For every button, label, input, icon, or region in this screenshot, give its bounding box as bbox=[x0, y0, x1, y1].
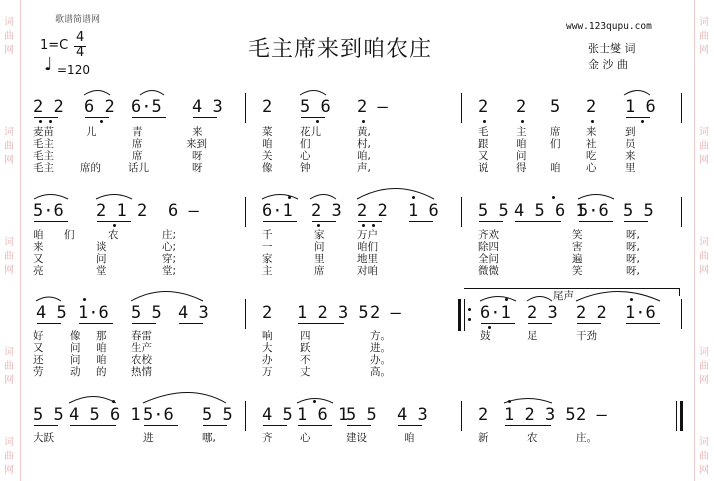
lyric: 儿 bbox=[86, 126, 97, 138]
lyric: 里 bbox=[314, 253, 325, 265]
right-border bbox=[694, 0, 695, 481]
lyric: 还 bbox=[33, 354, 44, 366]
lyric: 进。 bbox=[370, 342, 391, 354]
lyric: 席的 bbox=[80, 162, 101, 174]
lyric: 生产 bbox=[131, 342, 152, 354]
beam-line bbox=[85, 117, 109, 118]
quarter-note-icon: ♩ bbox=[44, 54, 53, 75]
beam-line bbox=[409, 221, 433, 222]
lyric: 农 bbox=[527, 432, 538, 444]
lyric: 笑 bbox=[572, 229, 583, 241]
note-group: 1 6 1 bbox=[297, 405, 349, 425]
slur-arc bbox=[624, 91, 650, 96]
lyric: 响 bbox=[262, 330, 273, 342]
lyric: 万 bbox=[262, 366, 273, 378]
beam-line bbox=[301, 117, 325, 118]
note-group: 1 2 3 5 bbox=[297, 303, 369, 323]
note-group: 4 5 6 1 bbox=[514, 201, 586, 221]
note-group: 4 5 bbox=[36, 303, 67, 323]
beam-line bbox=[179, 323, 203, 324]
lyric: 除四 bbox=[478, 241, 499, 253]
bar-line bbox=[245, 299, 246, 329]
lyric: 万户 bbox=[357, 229, 378, 241]
lyric: 主 bbox=[516, 126, 527, 138]
lyric: 的 bbox=[96, 366, 107, 378]
lyric: 热情 bbox=[131, 366, 152, 378]
lyric: 咱 bbox=[96, 354, 107, 366]
slur-arc bbox=[262, 195, 298, 200]
lyric: 高。 bbox=[370, 366, 391, 378]
lyric: 问 bbox=[96, 253, 107, 265]
lyric: 来 bbox=[625, 150, 636, 162]
slur-arc bbox=[34, 195, 68, 200]
lyric: 办。 bbox=[370, 354, 391, 366]
note-group: 6 2 bbox=[84, 97, 115, 117]
beam-line bbox=[132, 323, 156, 324]
lyric: 呀 bbox=[192, 162, 203, 174]
bar-line bbox=[245, 93, 246, 123]
lyric: 对咱 bbox=[357, 265, 378, 277]
note-group: 5·6 bbox=[578, 201, 609, 221]
lyric: 跃 bbox=[300, 342, 311, 354]
beam-line bbox=[97, 221, 131, 222]
octave-dot bbox=[49, 120, 52, 123]
note-group: 5·6 bbox=[143, 405, 174, 425]
note-group: 2 2 bbox=[357, 201, 388, 221]
beam-line bbox=[577, 323, 601, 324]
note-group: 5 bbox=[550, 97, 561, 117]
lyric: 花儿 bbox=[300, 126, 321, 138]
lyric: 们 bbox=[300, 138, 311, 150]
right-watermark-3: 词 曲 网 bbox=[699, 237, 709, 276]
octave-dot bbox=[508, 400, 511, 403]
beam-line bbox=[70, 425, 116, 426]
lyric: 大跃 bbox=[33, 432, 54, 444]
lyric: 麦苗 bbox=[33, 126, 54, 138]
slur-arc bbox=[357, 189, 434, 200]
final-bar-thick bbox=[680, 401, 683, 431]
slur-arc bbox=[96, 195, 132, 200]
octave-dot bbox=[630, 298, 633, 301]
lyric: 社 bbox=[586, 138, 597, 150]
beam-line bbox=[528, 323, 552, 324]
note-group: 2 1 2 bbox=[96, 201, 148, 221]
note-group: 2 3 bbox=[311, 201, 342, 221]
lyric: 庄。 bbox=[576, 432, 597, 444]
right-watermark-2: 词 曲 网 bbox=[699, 127, 709, 166]
lyric: 们 bbox=[550, 138, 561, 150]
note-group: 6 – bbox=[168, 201, 199, 221]
lyric: 来 bbox=[586, 126, 597, 138]
lyric: 齐 bbox=[262, 432, 273, 444]
lyric: 员 bbox=[625, 138, 636, 150]
note-group: 6·5 bbox=[131, 97, 162, 117]
repeat-bar-thick bbox=[458, 299, 461, 331]
note-group: 1 6 bbox=[408, 201, 439, 221]
lyric: 一 bbox=[262, 241, 273, 253]
coda-bracket-line bbox=[464, 288, 680, 289]
lyric: 毛 bbox=[478, 126, 489, 138]
note-group: 2 3 bbox=[527, 303, 558, 323]
lyric: 们 bbox=[64, 229, 75, 241]
octave-dot bbox=[316, 120, 319, 123]
lyric: 又 bbox=[33, 342, 44, 354]
lyric: 堂; bbox=[162, 265, 177, 277]
beam-line bbox=[505, 425, 551, 426]
lyric: 方。 bbox=[370, 330, 391, 342]
lyric: 钟 bbox=[300, 162, 311, 174]
note-group: 2 2 bbox=[576, 303, 607, 323]
lyric: 堂 bbox=[96, 265, 107, 277]
lyric: 呀, bbox=[626, 253, 640, 265]
lyric: 席 bbox=[314, 265, 325, 277]
note-group: 5 5 bbox=[202, 405, 233, 425]
beam-line bbox=[263, 221, 297, 222]
lyric: 黄, bbox=[357, 126, 371, 138]
lyric: 咱 bbox=[33, 229, 44, 241]
octave-dot bbox=[412, 196, 415, 199]
lyric: 菜 bbox=[262, 126, 273, 138]
octave-dot bbox=[288, 196, 291, 199]
note-group: 4 3 bbox=[192, 97, 223, 117]
lyric: 关 bbox=[262, 150, 273, 162]
lyricist-credit: 张士燮 词 bbox=[588, 42, 636, 55]
octave-dot bbox=[83, 298, 86, 301]
bar-line bbox=[461, 93, 462, 123]
bar-line bbox=[461, 401, 462, 431]
lyric: 遍 bbox=[572, 253, 583, 265]
beam-line bbox=[479, 221, 503, 222]
octave-dot bbox=[317, 224, 320, 227]
lyric: 地里 bbox=[357, 253, 378, 265]
lyric: 劳 bbox=[33, 366, 44, 378]
lyric: 那 bbox=[96, 330, 107, 342]
lyric: 村, bbox=[357, 138, 371, 150]
lyric: 又 bbox=[478, 150, 489, 162]
slur-arc bbox=[84, 91, 110, 96]
note-group: 2 bbox=[478, 405, 489, 425]
beam-line bbox=[193, 117, 217, 118]
beam-line bbox=[34, 425, 58, 426]
note-group: 2 2 bbox=[33, 97, 64, 117]
slur-arc bbox=[480, 297, 516, 302]
right-watermark-1: 词 曲 网 bbox=[699, 17, 709, 56]
left-watermark-4: 词 曲 网 bbox=[4, 347, 14, 386]
octave-dot bbox=[362, 224, 365, 227]
note-group: 5 5 bbox=[131, 303, 162, 323]
lyric: 来 bbox=[192, 126, 203, 138]
note-group: 2 – bbox=[370, 303, 401, 323]
octave-dot bbox=[39, 120, 42, 123]
note-group: 6·1 bbox=[262, 201, 293, 221]
right-watermark-4: 词 曲 网 bbox=[699, 347, 709, 386]
note-group: 2 bbox=[262, 97, 273, 117]
lyric: 四 bbox=[300, 330, 311, 342]
right-watermark-5: 词 曲 网 bbox=[699, 437, 709, 476]
left-watermark-1: 词 曲 网 bbox=[4, 17, 14, 56]
lyric: 微微 bbox=[478, 265, 499, 277]
lyric: 进 bbox=[143, 432, 154, 444]
lyric: 问 bbox=[70, 354, 81, 366]
beam-line bbox=[263, 425, 287, 426]
composer-credit: 金 沙 曲 bbox=[588, 58, 628, 71]
slur-arc bbox=[310, 195, 336, 200]
lyric: 跟 bbox=[478, 138, 489, 150]
lyric: 得 bbox=[516, 162, 527, 174]
lyric: 主 bbox=[262, 265, 273, 277]
lyric: 吃 bbox=[586, 150, 597, 162]
slur-arc bbox=[300, 91, 326, 96]
lyric: 动 bbox=[70, 366, 81, 378]
lyric: 哪, bbox=[202, 432, 216, 444]
lyric: 春雷 bbox=[131, 330, 152, 342]
lyric: 问 bbox=[516, 150, 527, 162]
note-group: 2 bbox=[586, 97, 597, 117]
page-title: 毛主席来到咱农庄 bbox=[248, 37, 433, 62]
lyric: 农校 bbox=[131, 354, 152, 366]
lyric: 问 bbox=[70, 342, 81, 354]
lyric: 咱 bbox=[550, 162, 561, 174]
lyric: 穿; bbox=[162, 253, 177, 265]
octave-dot bbox=[591, 120, 594, 123]
tempo-marking: =120 bbox=[57, 63, 90, 77]
lyric: 好 bbox=[33, 330, 44, 342]
lyric: 像 bbox=[70, 330, 81, 342]
octave-dot bbox=[483, 120, 486, 123]
octave-dot bbox=[113, 224, 116, 227]
note-group: 2 bbox=[262, 303, 273, 323]
octave-dot bbox=[313, 400, 316, 403]
beam-line bbox=[626, 117, 650, 118]
slur-arc bbox=[143, 393, 226, 404]
lyric: 来到 bbox=[186, 138, 207, 150]
left-border bbox=[20, 0, 21, 481]
lyric: 办 bbox=[262, 354, 273, 366]
bar-line bbox=[681, 299, 682, 329]
lyric: 亮 bbox=[33, 265, 44, 277]
beam-line bbox=[398, 425, 422, 426]
octave-dot bbox=[505, 298, 508, 301]
lyric: 呀, bbox=[626, 241, 640, 253]
time-signature-top: 4 bbox=[76, 30, 85, 45]
beam-line bbox=[626, 323, 660, 324]
lyric: 咱 bbox=[404, 432, 415, 444]
lyric: 足 bbox=[527, 330, 538, 342]
bar-line bbox=[681, 197, 682, 227]
lyric: 不 bbox=[300, 354, 311, 366]
repeat-bar-thin bbox=[464, 299, 465, 331]
bar-line bbox=[681, 93, 682, 123]
beam-line bbox=[347, 425, 371, 426]
coda-label: 尾声 bbox=[553, 290, 574, 302]
note-group: 5 5 bbox=[623, 201, 654, 221]
lyric: 毛主 bbox=[33, 162, 54, 174]
lyric: 说 bbox=[478, 162, 489, 174]
slur-arc bbox=[578, 195, 614, 200]
lyric: 话儿 bbox=[128, 162, 149, 174]
lyric: 建设 bbox=[346, 432, 367, 444]
note-group: 4 3 bbox=[178, 303, 209, 323]
lyric: 干劲 bbox=[576, 330, 597, 342]
lyric: 笑 bbox=[572, 265, 583, 277]
lyric: 咱 bbox=[96, 342, 107, 354]
lyric: 鼓 bbox=[480, 330, 491, 342]
lyric: 庄; bbox=[162, 229, 177, 241]
beam-line bbox=[34, 221, 68, 222]
note-group: 5·6 bbox=[33, 201, 64, 221]
octave-dot bbox=[372, 224, 375, 227]
beam-line bbox=[579, 221, 613, 222]
lyric: 谈 bbox=[96, 241, 107, 253]
lyric: 齐欢 bbox=[478, 229, 499, 241]
octave-dot bbox=[488, 326, 491, 329]
lyric: 大 bbox=[262, 342, 273, 354]
lyric: 来 bbox=[33, 241, 44, 253]
lyric: 声, bbox=[357, 162, 371, 174]
lyric: 心 bbox=[300, 150, 311, 162]
beam-line bbox=[132, 117, 166, 118]
beam-line bbox=[624, 221, 648, 222]
octave-dot bbox=[100, 120, 103, 123]
repeat-dot bbox=[468, 318, 471, 321]
lyric: 心 bbox=[586, 162, 597, 174]
beam-line bbox=[358, 221, 382, 222]
beam-line bbox=[34, 117, 58, 118]
bar-line bbox=[245, 401, 246, 431]
note-group: 1·6 bbox=[625, 303, 656, 323]
note-group: 2 bbox=[478, 97, 489, 117]
beam-line bbox=[79, 323, 113, 324]
slur-arc bbox=[527, 297, 552, 302]
bar-line bbox=[461, 197, 462, 227]
top-site-watermark: 歌谱简谱网 bbox=[55, 15, 101, 25]
slur-arc bbox=[504, 399, 552, 404]
lyric: 害 bbox=[572, 241, 583, 253]
beam-line bbox=[298, 323, 344, 324]
bar-line bbox=[245, 197, 246, 227]
lyric: 毛主 bbox=[33, 150, 54, 162]
note-group: 1 6 bbox=[625, 97, 656, 117]
note-group: 5 5 bbox=[33, 405, 64, 425]
slur-arc bbox=[131, 292, 203, 302]
octave-dot bbox=[362, 120, 365, 123]
left-watermark-3: 词 曲 网 bbox=[4, 237, 14, 276]
note-group: 4 3 bbox=[397, 405, 428, 425]
octave-dot bbox=[641, 120, 644, 123]
lyric: 咱, bbox=[357, 150, 371, 162]
note-group: 6·1 bbox=[480, 303, 511, 323]
key-signature: 1=C bbox=[40, 38, 69, 53]
note-group: 4 5 bbox=[262, 405, 293, 425]
note-group: 1·6 bbox=[78, 303, 109, 323]
coda-bracket-end bbox=[679, 288, 680, 296]
note-group: 4 5 6 1 bbox=[69, 405, 141, 425]
lyric: 全问 bbox=[478, 253, 499, 265]
lyric: 呀, bbox=[626, 229, 640, 241]
slur-arc bbox=[69, 397, 116, 404]
lyric: 农 bbox=[108, 229, 119, 241]
beam-line bbox=[515, 221, 561, 222]
lyric: 千 bbox=[262, 229, 273, 241]
beam-line bbox=[144, 425, 178, 426]
lyric: 咱们 bbox=[357, 241, 378, 253]
lyric: 心; bbox=[162, 241, 177, 253]
lyric: 毛主 bbox=[33, 138, 54, 150]
note-group: 2 – bbox=[576, 405, 607, 425]
octave-dot bbox=[521, 120, 524, 123]
lyric: 咱 bbox=[516, 138, 527, 150]
left-watermark-2: 词 曲 网 bbox=[4, 127, 14, 166]
beam-line bbox=[481, 323, 515, 324]
final-bar-thin bbox=[676, 401, 677, 431]
repeat-dot bbox=[468, 308, 471, 311]
lyric: 席 bbox=[132, 150, 143, 162]
note-group: 5 5 bbox=[478, 201, 509, 221]
beam-line bbox=[37, 323, 61, 324]
lyric: 像 bbox=[262, 162, 273, 174]
note-group: 2 bbox=[516, 97, 527, 117]
octave-dot bbox=[112, 400, 115, 403]
site-url: www.123qupu.com bbox=[566, 21, 652, 32]
lyric: 到 bbox=[625, 126, 636, 138]
lyric: 丈 bbox=[300, 366, 311, 378]
lyric: 心 bbox=[300, 432, 311, 444]
time-signature-bottom: 4 bbox=[76, 45, 85, 60]
beam-line bbox=[312, 221, 336, 222]
lyric: 里 bbox=[625, 162, 636, 174]
lyric: 席 bbox=[132, 138, 143, 150]
octave-dot bbox=[552, 196, 555, 199]
lyric: 席 bbox=[550, 126, 561, 138]
note-group: 5 6 bbox=[300, 97, 331, 117]
lyric: 问 bbox=[314, 241, 325, 253]
slur-arc bbox=[36, 297, 61, 301]
lyric: 又 bbox=[33, 253, 44, 265]
lyric: 新 bbox=[478, 432, 489, 444]
lyric: 咱 bbox=[262, 138, 273, 150]
beam-line bbox=[203, 425, 227, 426]
note-group: 2 – bbox=[357, 97, 388, 117]
lyric: 家 bbox=[262, 253, 273, 265]
slur-arc bbox=[576, 292, 660, 302]
note-group: 1 2 3 5 bbox=[504, 405, 576, 425]
slur-arc bbox=[140, 91, 164, 96]
note-group: 5 5 bbox=[346, 405, 377, 425]
lyric: 呀, bbox=[626, 265, 640, 277]
left-watermark-5: 词 曲 网 bbox=[4, 437, 14, 476]
beam-line bbox=[298, 425, 332, 426]
lyric: 青 bbox=[132, 126, 143, 138]
lyric: 呀 bbox=[192, 150, 203, 162]
lyric: 家 bbox=[314, 229, 325, 241]
